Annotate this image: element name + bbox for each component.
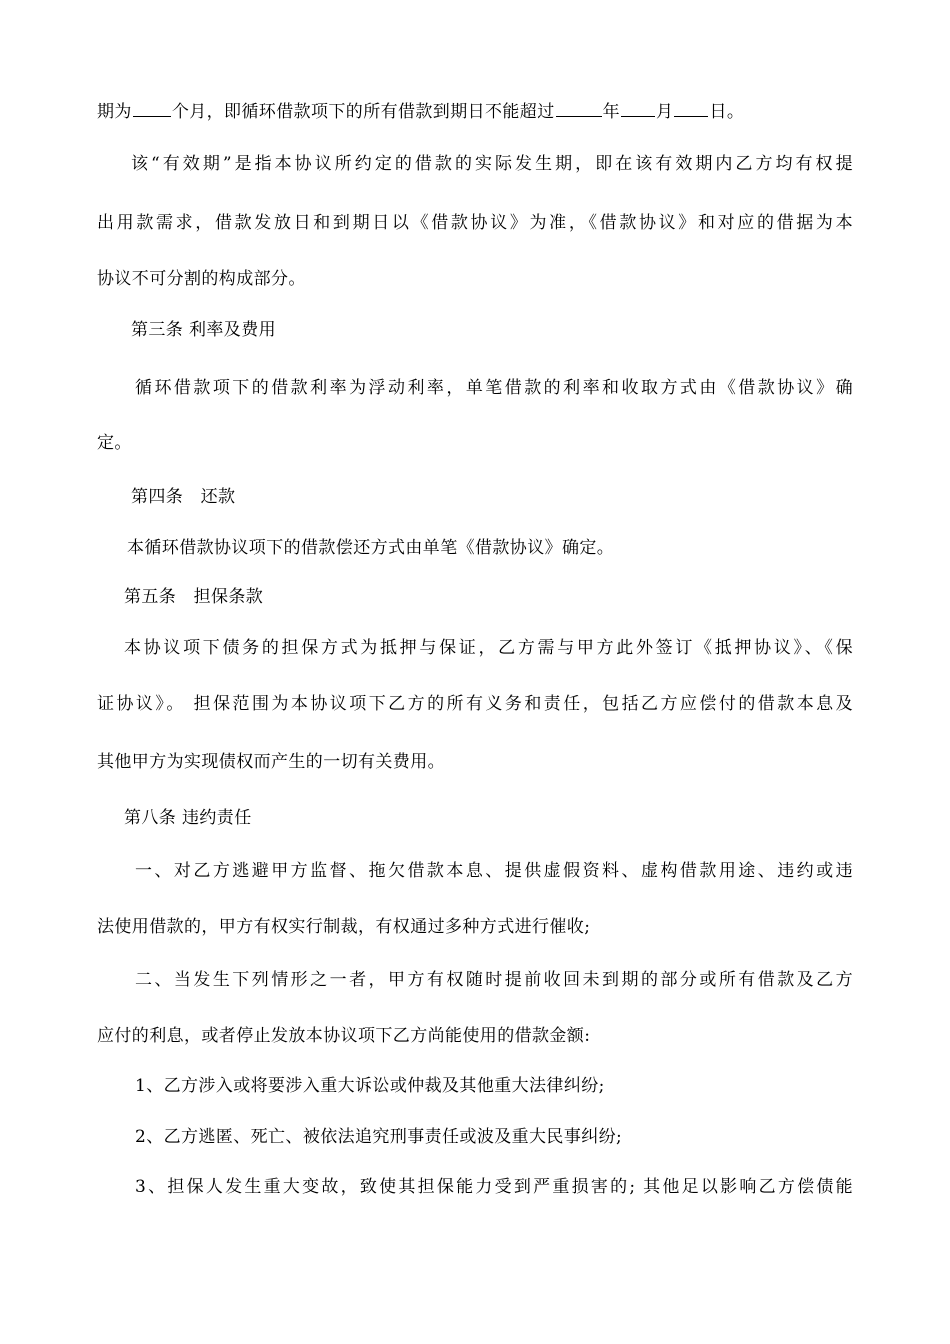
section-heading: 第八条 违约责任 <box>124 808 252 828</box>
paragraph-line: 其他甲方为实现债权而产生的一切有关费用。 <box>97 752 445 772</box>
paragraph-line: 循环借款项下的借款利率为浮动利率，单笔借款的利率和收取方式由《借款协议》确 <box>135 378 853 398</box>
text-segment: 年 <box>602 102 621 122</box>
paragraph-line: 本循环借款协议项下的借款偿还方式由单笔《借款协议》确定。 <box>127 538 615 558</box>
text-segment: 日。 <box>709 102 745 122</box>
list-item: 3、担保人发生重大变故，致使其担保能力受到严重损害的; 其他足以影响乙方偿债能 <box>135 1177 853 1197</box>
paragraph-line: 证协议》。 担保范围为本协议项下乙方的所有义务和责任，包括乙方应偿付的借款本息及 <box>97 694 853 714</box>
year-blank[interactable] <box>556 96 602 117</box>
text-segment: 期为 <box>97 102 132 122</box>
term-period-line <box>97 96 744 126</box>
paragraph-line: 该“有效期”是指本协议所约定的借款的实际发生期，即在该有效期内乙方均有权提 <box>131 154 853 174</box>
paragraph-line: 定。 <box>97 433 132 453</box>
list-item: 1、乙方涉入或将要涉入重大诉讼或仲裁及其他重大法律纠纷; <box>135 1076 605 1096</box>
day-blank[interactable] <box>674 96 708 117</box>
paragraph-line: 协议不可分割的构成部分。 <box>97 269 306 289</box>
text-segment: 个月，即循环借款项下的所有借款到期日不能超过 <box>171 102 555 122</box>
section-heading: 第五条 担保条款 <box>124 587 264 607</box>
paragraph-line: 法使用借款的，甲方有权实行制裁，有权通过多种方式进行催收; <box>97 917 591 937</box>
month-blank[interactable] <box>621 96 655 117</box>
section-heading: 第三条 利率及费用 <box>131 320 277 340</box>
paragraph-line: 二、当发生下列情形之一者，甲方有权随时提前收回未到期的部分或所有借款及乙方 <box>135 970 853 990</box>
paragraph-line: 一、对乙方逃避甲方监督、拖欠借款本息、提供虚假资料、虚构借款用途、违约或违 <box>135 861 853 881</box>
month-count-blank[interactable] <box>133 96 171 117</box>
paragraph-line: 本协议项下债务的担保方式为抵押与保证，乙方需与甲方此外签订《抵押协议》、《保 <box>124 638 853 658</box>
paragraph-line: 出用款需求，借款发放日和到期日以《借款协议》为准，《借款协议》和对应的借据为本 <box>97 213 853 233</box>
section-heading: 第四条 还款 <box>131 487 236 507</box>
paragraph-line: 应付的利息，或者停止发放本协议项下乙方尚能使用的借款金额: <box>97 1026 591 1046</box>
text-segment: 月 <box>656 102 674 122</box>
list-item: 2、乙方逃匿、死亡、被依法追究刑事责任或波及重大民事纠纷; <box>135 1127 623 1147</box>
